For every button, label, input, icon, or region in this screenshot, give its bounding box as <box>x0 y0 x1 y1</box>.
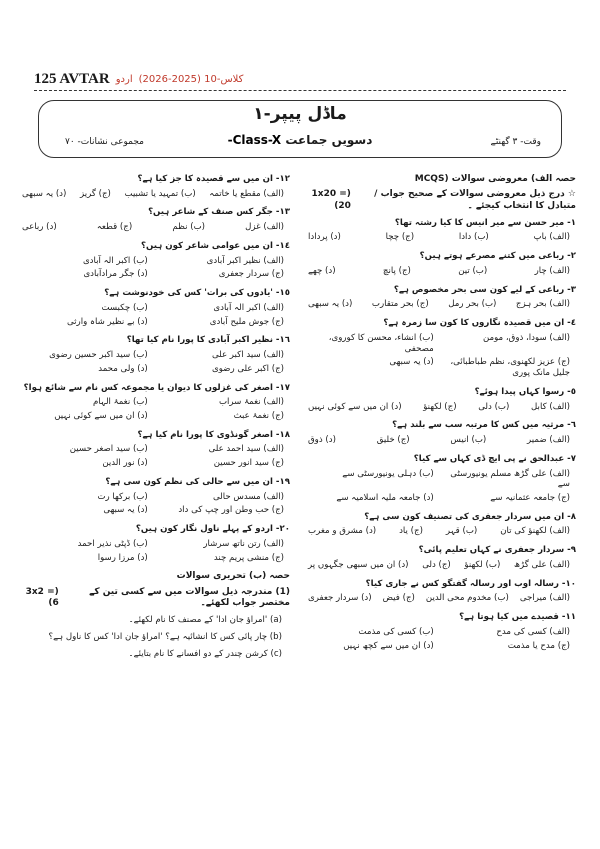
question-text: ٢٠- اردو کے پہلے ناول نگار کون ہیں؟ <box>135 524 290 535</box>
header-divider <box>34 90 566 91</box>
answer-option: (ج) فیض <box>382 593 415 604</box>
answer-options <box>22 492 290 519</box>
answer-options <box>308 232 576 246</box>
answer-option: (د) ان میں سے کچھ نہیں <box>343 640 434 651</box>
question-text: ٥- رسوا کہاں پیدا ہوئے؟ <box>474 386 576 397</box>
answer-options <box>22 256 290 283</box>
answer-option: (الف) مقطع یا خاتمہ <box>209 188 284 199</box>
answer-option: (ب) انیس <box>450 435 487 446</box>
answer-option: (ج) بحر متقارب <box>371 299 429 310</box>
question-text: ١٠- رسالہ اوب اور رسالہ گفتگو کس نے جاری کیا؟ <box>365 578 576 589</box>
answer-option: (ب) دہلی یونیورسٹی سے <box>342 468 434 479</box>
subject-label: اردو <box>115 73 133 85</box>
answer-option: (الف) سودا، ذوق، مومن <box>482 332 570 343</box>
answer-option: (ب) سید اصغر حسین <box>69 444 148 455</box>
answer-option: (د) مشرق و مغرب <box>308 526 377 537</box>
answer-option: (ب) تمہید یا تشبیب <box>124 188 196 199</box>
question <box>308 454 576 507</box>
question <box>22 477 290 519</box>
answer-option: (ب) نظم <box>172 222 206 233</box>
right-column <box>308 174 576 659</box>
answer-option: (د) نور الدین <box>102 458 148 469</box>
question <box>22 524 290 566</box>
answer-option: (ج) گریز <box>79 188 111 199</box>
answer-option: (ب) اکبر الہ آبادی <box>82 255 148 266</box>
answer-option: (ج) اکبر علی رضوی <box>211 363 284 374</box>
answer-options <box>22 444 290 471</box>
answer-options <box>308 299 576 313</box>
answer-option: (الف) اکبر الہ آبادی <box>213 302 284 313</box>
answer-option: (ج) پانچ <box>382 265 411 276</box>
answer-option: (د) ذوق <box>308 435 336 446</box>
answer-option: (ج) نغمۂ عبث <box>233 411 284 422</box>
question-text: ١٦- نظیر اکبر آبادی کا پورا نام کیا تھا؟ <box>126 335 290 346</box>
answer-option: (الف) نظیر اکبر آبادی <box>206 255 284 266</box>
answer-option: (ج) چچا <box>385 232 415 243</box>
answer-options <box>22 397 290 424</box>
answer-option: (ج) لکھنؤ <box>423 401 457 412</box>
question <box>308 251 576 279</box>
question-text: ١٨- اصغر گونڈوی کا پورا نام کیا ہے؟ <box>137 429 290 440</box>
short-question: (a) 'امراؤ جان ادا' کے مصنف کا نام لکھئے۔ <box>128 615 282 626</box>
answer-options <box>308 333 576 382</box>
left-column <box>22 174 290 665</box>
question <box>308 579 576 607</box>
answer-options <box>308 593 576 607</box>
answer-option: (د) پردادا <box>308 232 341 243</box>
answer-option: (ب) انشاء، محسن کا کوروی، مصحفی <box>328 332 434 354</box>
grade-label: دسویں جماعت <box>285 133 373 147</box>
answer-option: (الف) مسدس حالی <box>212 491 284 502</box>
answer-option: (د) یہ سبھی <box>308 299 353 310</box>
question <box>22 335 290 377</box>
answer-option: (ب) نغمۂ الہام <box>92 397 148 408</box>
question-text: ٨- ان میں سردار جعفری کی تصنیف کون سی ہے؟ <box>364 511 576 522</box>
answer-option: (ج) مدح یا مذمت <box>507 640 570 651</box>
answer-option: (د) رباعی <box>22 222 57 233</box>
answer-option: (الف) کسی کی مدح <box>496 626 570 637</box>
answer-option: (الف) باپ <box>533 232 570 243</box>
answer-option: (الف) کابل <box>531 401 570 412</box>
question <box>308 512 576 540</box>
question-text: ١٧- اصغر کی غزلوں کا دیوان یا مجموعہ کس نام سے شائع ہوا؟ <box>23 382 290 393</box>
answer-option: (د) جامعہ ملیہ اسلامیہ سے <box>336 492 434 503</box>
question-list-left <box>22 174 290 566</box>
question-text: ٣- رباعی کے لیے کون سی بحر مخصوص ہے؟ <box>393 284 576 295</box>
answer-option: (ج) دلی <box>422 559 451 570</box>
question-text: ٧- عبدالحق نے پی ایچ ڈی کہاں سے کیا؟ <box>413 453 576 464</box>
answer-option: (ج) منشی پریم چند <box>213 552 284 563</box>
answer-options <box>22 350 290 377</box>
question-text: ٤- ان میں قصیدہ نگاروں کا کون سا زمرہ ہے؟ <box>383 318 576 329</box>
question-text: ٢- رباعی میں کتنے مصرعے ہوتے ہیں؟ <box>419 251 576 262</box>
answer-option: (الف) چار <box>534 265 570 276</box>
paper-title-box <box>38 100 562 158</box>
short-question: (b) چار پائی کس کا انشائیہ ہے؟ 'امراؤ جان ادا' کس کا ناول ہے؟ <box>48 631 282 642</box>
question <box>308 612 576 654</box>
answer-option: (ج) سید انور حسین <box>213 458 284 469</box>
answer-option: (د) جگر مرادآبادی <box>83 269 148 280</box>
answer-option: (الف) سید اکبر علی <box>211 350 284 361</box>
answer-option: (ب) ڈپٹی نذیر احمد <box>77 538 148 549</box>
question-text: ٦- مرثیہ میں کس کا مرتبہ سب سے بلند ہے؟ <box>392 420 576 431</box>
answer-options <box>22 539 290 566</box>
question-text: ١١- قصیدے میں کیا ہوتا ہے؟ <box>459 612 576 623</box>
answer-option: (د) سردار جعفری <box>308 593 372 604</box>
answer-option: (د) مرزا رسوا <box>97 552 148 563</box>
answer-option: (ب) برکھا رت <box>97 491 148 502</box>
answer-option: (ب) بحر رمل <box>448 299 497 310</box>
question-text: ١٤- ان میں عوامی شاعر کون ہیں؟ <box>141 240 290 251</box>
answer-option: (ب) سید اکبر حسین رضوی <box>49 350 148 361</box>
answer-option: (ج) یاد <box>399 526 423 537</box>
answer-option: (د) ان میں سبھی جگہوں پر <box>308 559 409 570</box>
answer-option: (د) یہ سبھی <box>103 505 148 516</box>
answer-options <box>308 402 576 416</box>
class-label: کلاس-10 (2025-2026) <box>138 73 244 85</box>
answer-option: (ج) عزیز لکھنوی، نظم طباطبائی، جلیل مانک پوری <box>450 357 570 379</box>
section-b-title: حصہ (ب) تحریری سوالات <box>176 571 290 582</box>
answer-option: (الف) میراجی <box>519 593 570 604</box>
answer-option: (د) یہ سبھی <box>389 357 434 368</box>
section-b-instruction-text: (1) مندرجہ ذیل سوالات میں سے کسی تین کے مختصر جواب لکھئے۔ <box>89 586 290 608</box>
answer-option: (ب) قہر <box>445 526 478 537</box>
answer-option: (الف) علی گڑھ مسلم یونیورسٹی سے <box>450 468 570 490</box>
answer-options <box>308 627 576 654</box>
question <box>308 545 576 573</box>
answer-options <box>22 189 290 203</box>
section-a-instruction <box>308 189 576 212</box>
answer-option: (الف) سید احمد علی <box>208 444 284 455</box>
question <box>22 207 290 235</box>
question-text: ١٩- ان میں سے حالی کی نظم کون سی ہے؟ <box>105 476 290 487</box>
answer-options <box>308 266 576 280</box>
answer-options <box>22 222 290 236</box>
answer-option: (د) چھے <box>308 265 336 276</box>
answer-option: (ج) حب وطن اور چپ کی داد <box>178 505 284 516</box>
answer-option: (ب) تین <box>458 265 488 276</box>
question <box>22 288 290 330</box>
answer-option: (الف) لکھنؤ کی تان <box>500 526 570 537</box>
answer-option: (ج) جامعہ عثمانیہ سے <box>490 492 570 503</box>
marks-label: مجموعی نشانات- ۷۰ <box>65 137 144 147</box>
paper-title: ماڈل پیپر-۱ <box>253 104 347 124</box>
section-a-marks: (1x20 = 20) <box>311 189 351 211</box>
section-a-title: حصہ الف) معروضی سوالات (MCQS <box>414 174 576 184</box>
question <box>308 218 576 246</box>
answer-option: (د) یہ سبھی <box>22 188 67 199</box>
answer-option: (الف) نغمۂ سراب <box>218 397 284 408</box>
answer-option: (د) ان میں سے کوئی نہیں <box>308 401 402 412</box>
answer-option: (ج) خلیق <box>376 435 410 446</box>
answer-option: (د) ولی محمد <box>98 363 148 374</box>
question <box>308 387 576 415</box>
answer-option: (ب) مخدوم محی الدین <box>425 593 509 604</box>
answer-option: (ب) چکبست <box>101 302 148 313</box>
question <box>22 241 290 283</box>
class-x-label: Class-X- <box>227 133 282 147</box>
answer-option: (الف) رتن ناتھ سرشار <box>203 538 284 549</box>
answer-option: (الف) ضمیر <box>527 435 570 446</box>
question <box>308 318 576 382</box>
answer-option: (ب) دادا <box>458 232 489 243</box>
answer-option: (د) ان میں سے کوئی نہیں <box>54 411 148 422</box>
question <box>308 420 576 448</box>
answer-option: (ج) قطعہ <box>96 222 133 233</box>
answer-options <box>308 560 576 574</box>
page-number: 125 AVTAR <box>34 70 110 87</box>
short-question: (c) کرشن چندر کے دو افسانے کا نام بتایئے۔ <box>128 648 282 659</box>
question-list-right <box>308 218 576 655</box>
answer-option: (ب) دلی <box>478 401 510 412</box>
question-text: ١٥- 'یادوں کی برات' کس کی خودنوشت ہے؟ <box>104 288 290 299</box>
time-label: وقت- ۳ گھنٹے <box>490 137 541 147</box>
question-text: ١٢- ان میں سے قصیدہ کا جز کیا ہے؟ <box>137 174 290 184</box>
question-text: ٩- سردار جعفری نے کہاں تعلیم پائی؟ <box>418 545 576 556</box>
answer-option: (الف) بحر ہزج <box>515 299 570 310</box>
page-header <box>34 70 566 88</box>
answer-option: (الف) علی گڑھ <box>513 559 570 570</box>
answer-option: (ب) کسی کی مذمت <box>358 626 434 637</box>
answer-options <box>22 303 290 330</box>
section-b-marks: (3x2 = 6) <box>25 586 59 608</box>
answer-option: (ج) جوش ملیح آبادی <box>209 316 284 327</box>
answer-option: (الف) غزل <box>245 222 284 233</box>
answer-option: (ج) سردار جعفری <box>218 269 284 280</box>
short-question-list <box>22 615 290 659</box>
question <box>308 285 576 313</box>
section-a-instruction-text: ☆ درج ذیل معروضی سوالات کے صحیح جواب /متبادل کا انتخاب کیجئے ۔ <box>374 189 576 211</box>
section-b-instruction <box>22 587 290 610</box>
question <box>22 430 290 472</box>
answer-options <box>308 435 576 449</box>
question-text: ١- میر حسن سے میر انیس کا کیا رشتہ تھا؟ <box>394 217 576 228</box>
question <box>22 174 290 202</box>
answer-option: (د) بے نظیر شاہ وارثی <box>66 316 148 327</box>
answer-option: (ب) لکھنؤ <box>464 559 501 570</box>
answer-options <box>308 469 576 507</box>
question <box>22 383 290 425</box>
question-text: ١٣- جگر کس صنف کے شاعر ہیں؟ <box>148 207 290 218</box>
answer-options <box>308 526 576 540</box>
